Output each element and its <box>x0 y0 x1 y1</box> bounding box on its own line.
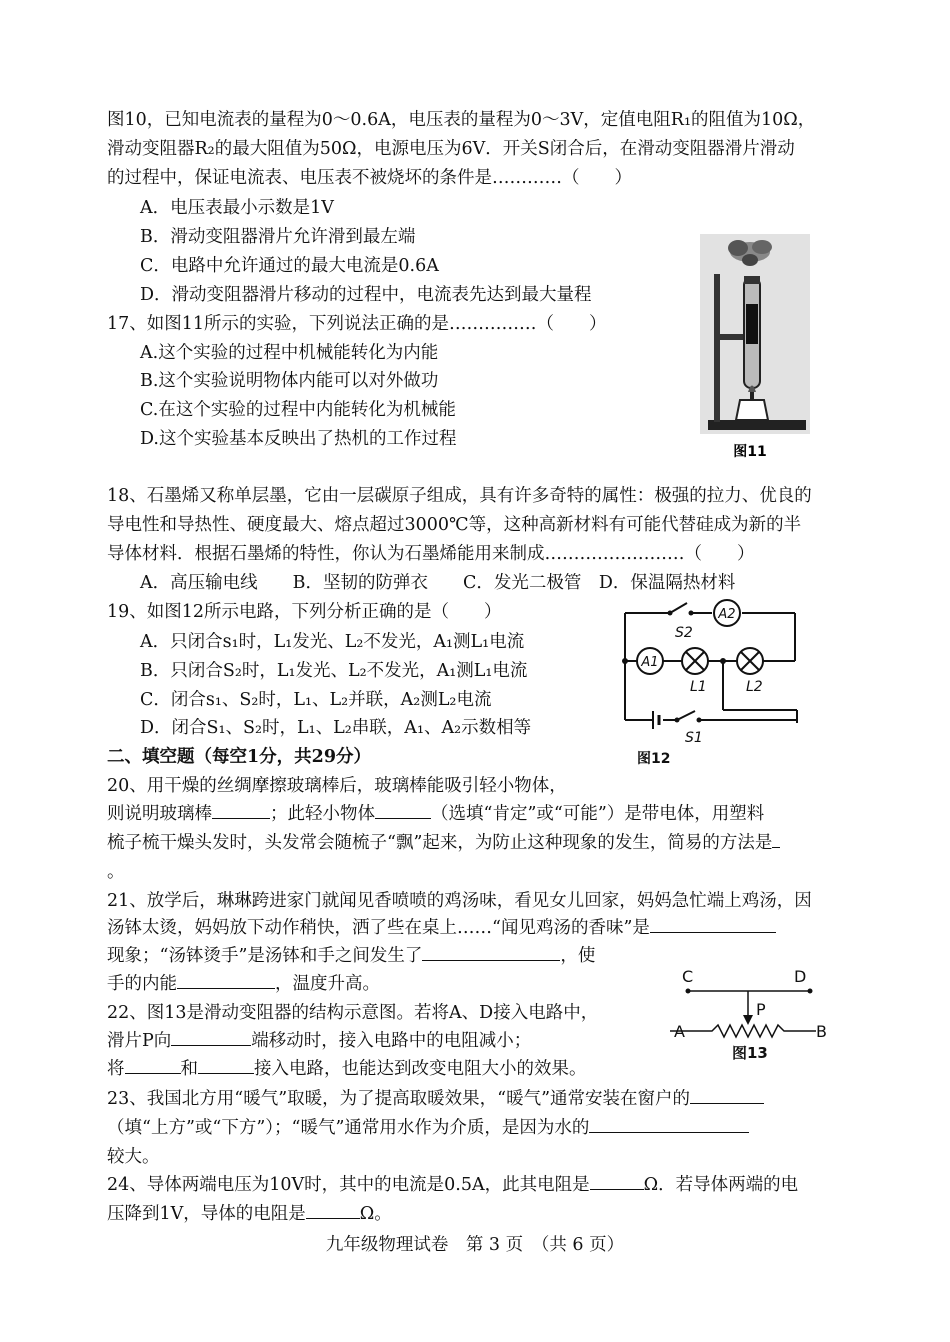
q19-option-a: A．只闭合s₁时，L₁发光、L₂不发光，A₁测L₁电流 <box>140 632 525 652</box>
figure-13 <box>670 965 835 1065</box>
figure-13-rheostat <box>670 965 835 1065</box>
q20-blank-1[interactable] <box>212 803 270 819</box>
q17-stem: 17、如图11所示的实验，下列说法正确的是……………（ ） <box>107 314 607 334</box>
q19-option-c: C．闭合s₁、S₂时，L₁、L₂并联，A₂测L₂电流 <box>140 690 492 710</box>
q24-line-1 <box>107 1174 798 1196</box>
q21-line-2 <box>107 917 776 939</box>
q20-line-3 <box>107 832 780 854</box>
q17-option-b: B.这个实验说明物体内能可以对外做功 <box>140 371 439 391</box>
figure-12-circuit <box>615 595 805 770</box>
q18-stem-line-3: 导体材料．根据石墨烯的特性，你认为石墨烯能用来制成……………………（ ） <box>107 544 755 564</box>
figure-12-label-l2: L2 <box>746 679 763 695</box>
q24-blank-1[interactable] <box>590 1174 644 1190</box>
q22-blank-1[interactable] <box>171 1030 251 1046</box>
q21-blank-3[interactable] <box>177 973 275 989</box>
q21-text-d: 手的内能 <box>107 974 177 994</box>
q21-blank-2[interactable] <box>422 945 560 961</box>
q16-option-d: D．滑动变阻器滑片移动的过程中，电流表先达到最大量程 <box>140 285 592 305</box>
q20-text-b: ；此轻小物体 <box>270 804 375 824</box>
q21-line-1: 21、放学后，琳琳跨进家门就闻见香喷喷的鸡汤味，看见女儿回家，妈妈急忙端上鸡汤，因 <box>107 891 812 911</box>
q22-text-b: 端移动时，接入电路中的电阻减小； <box>251 1031 532 1051</box>
q20-line-1: 20、用干燥的丝绸摩擦玻璃棒后，玻璃棒能吸引轻小物体， <box>107 776 567 796</box>
q16-option-a: A．电压表最小示数是1V <box>140 198 334 218</box>
figure-12-caption: 图12 <box>637 751 671 767</box>
q23-blank-2[interactable] <box>589 1117 749 1133</box>
q20-blank-2[interactable] <box>375 803 431 819</box>
q24-text-d: Ω。 <box>359 1204 392 1224</box>
q19-stem: 19、如图12所示电路，下列分析正确的是（ ） <box>107 602 502 622</box>
section-2-title: 二、填空题（每空1分，共29分） <box>107 747 372 767</box>
figure-12 <box>615 595 805 770</box>
q20-text-a: 则说明玻璃棒 <box>107 804 212 824</box>
figure-12-label-s1: S1 <box>685 730 703 746</box>
q23-line-1 <box>107 1088 764 1110</box>
q21-text-e: ，温度升高。 <box>275 974 380 994</box>
q21-blank-1[interactable] <box>650 917 776 933</box>
figure-13-label-d: D <box>794 967 807 986</box>
figure-12-label-a2: A2 <box>718 607 736 622</box>
q16-stem-line-2: 滑动变阻器R₂的最大阻值为50Ω，电源电压为6V．开关S闭合后，在滑动变阻器滑片滑动 <box>107 139 795 159</box>
q21-line-4 <box>107 973 380 995</box>
q18-stem-line-1: 18、石墨烯又称单层墨，它由一层碳原子组成，具有许多奇特的属性：极强的拉力、优良的 <box>107 486 812 506</box>
q23-line-2 <box>107 1117 749 1139</box>
q20-line-2 <box>107 803 764 825</box>
figure-11-caption: 图11 <box>733 444 767 460</box>
q24-text-b: Ω．若导体两端的电 <box>643 1175 799 1195</box>
q24-text-c: 压降到1V，导体的电阻是 <box>107 1204 306 1224</box>
q19-option-d: D．闭合S₁、S₂时，L₁、L₂串联，A₁、A₂示数相等 <box>140 718 532 738</box>
q22-line-2 <box>107 1030 531 1052</box>
q22-text-d: 和 <box>180 1059 198 1079</box>
q22-line-3 <box>107 1058 587 1080</box>
q18-options: A．高压输电线 B．坚韧的防弹衣 C．发光二极管 D．保温隔热材料 <box>140 573 736 593</box>
q23-line-3: 较大。 <box>107 1147 160 1167</box>
q21-line-3 <box>107 945 595 967</box>
q22-text-e: 接入电路，也能达到改变电阻大小的效果。 <box>254 1059 587 1079</box>
q20-text-d: 梳子梳干燥头发时，头发常会随梳子“飘”起来，为防止这种现象的发生，简易的方法是 <box>107 833 773 853</box>
q16-stem-line-3: 的过程中，保证电流表、电压表不被烧坏的条件是…………（ ） <box>107 168 632 188</box>
figure-12-label-a1: A1 <box>641 655 659 670</box>
q16-stem-line-1: 图10，已知电流表的量程为0～0.6A，电压表的量程为0～3V，定值电阻R₁的阻值为10Ω， <box>107 110 816 130</box>
q23-text-a: 23、我国北方用“暖气”取暖，为了提高取暖效果，“暖气”通常安装在窗户的 <box>107 1089 691 1109</box>
q19-option-b: B．只闭合S₂时，L₁发光、L₂不发光，A₁测L₁电流 <box>140 661 528 681</box>
q18-stem-line-2: 导电性和导热性、硬度最大、熔点超过3000℃等，这种高新材料有可能代替硅成为新的半 <box>107 515 802 535</box>
q23-blank-1[interactable] <box>690 1088 764 1104</box>
q20-blank-3[interactable] <box>772 832 780 848</box>
q24-blank-2[interactable] <box>306 1203 360 1219</box>
q22-line-1: 22、图13是滑动变阻器的结构示意图。若将A、D接入电路中， <box>107 1003 599 1023</box>
q22-text-a: 滑片P向 <box>107 1031 172 1051</box>
figure-13-label-c: C <box>682 967 694 986</box>
q23-text-b: （填“上方”或“下方”）；“暖气”通常用水作为介质，是因为水的 <box>107 1118 590 1138</box>
figure-13-label-a: A <box>674 1022 685 1041</box>
q22-text-c: 将 <box>107 1059 125 1079</box>
figure-12-label-l1: L1 <box>690 679 707 695</box>
q24-text-a: 24、导体两端电压为10V时，其中的电流是0.5A，此其电阻是 <box>107 1175 590 1195</box>
q20-text-c: （选填“肯定”或“可能”）是带电体，用塑料 <box>431 804 765 824</box>
figure-13-caption: 图13 <box>732 1044 768 1062</box>
q16-option-b: B．滑动变阻器滑片允许滑到最左端 <box>140 227 416 247</box>
figure-13-label-p: P <box>756 1000 766 1019</box>
figure-11-drawing <box>700 234 810 464</box>
figure-11 <box>700 234 810 464</box>
q20-line-4: 。 <box>107 862 125 882</box>
q17-option-d: D.这个实验基本反映出了热机的工作过程 <box>140 429 457 449</box>
q22-blank-3[interactable] <box>198 1058 254 1074</box>
q24-line-2 <box>107 1203 392 1225</box>
q22-blank-2[interactable] <box>125 1058 181 1074</box>
q21-text-c: ，使 <box>560 946 596 966</box>
figure-13-label-b: B <box>816 1022 827 1041</box>
q16-option-c: C．电路中允许通过的最大电流是0.6A <box>140 256 439 276</box>
q17-option-a: A.这个实验的过程中机械能转化为内能 <box>140 343 439 363</box>
q21-text-a: 汤钵太烫，妈妈放下动作稍快，洒了些在桌上……“闻见鸡汤的香味”是 <box>107 918 650 938</box>
q17-option-c: C.在这个实验的过程中内能转化为机械能 <box>140 400 456 420</box>
page-footer: 九年级物理试卷 第 3 页 （共 6 页） <box>325 1235 625 1255</box>
q21-text-b: 现象；“汤钵烫手”是汤钵和手之间发生了 <box>107 946 423 966</box>
figure-12-label-s2: S2 <box>675 625 693 641</box>
